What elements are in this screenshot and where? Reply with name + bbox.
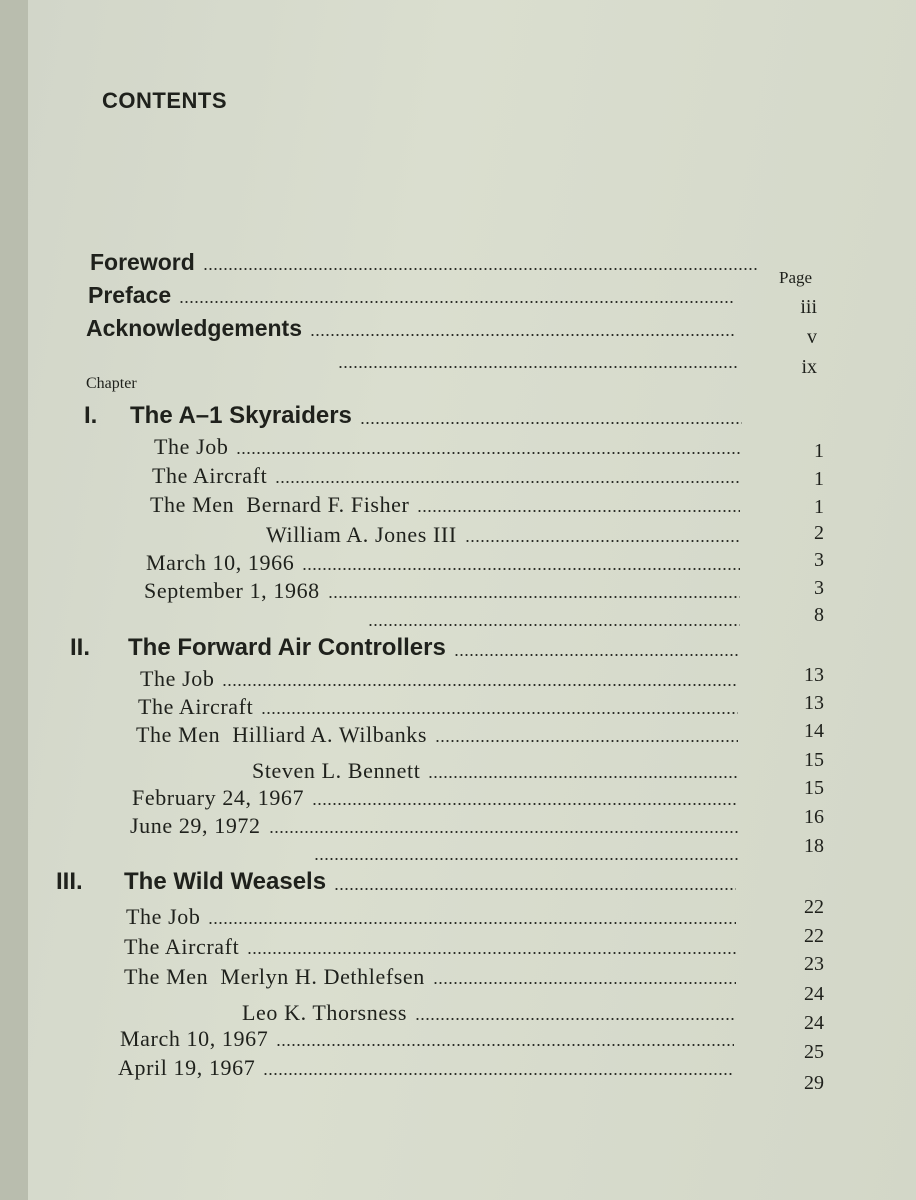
toc-subentry[interactable]: The Men Bernard F. Fisher [150, 490, 740, 518]
toc-entry-title: Foreword [90, 249, 195, 275]
dot-leader-line [360, 604, 740, 632]
page-number: 8 [814, 604, 824, 626]
page-number: 13 [804, 692, 824, 714]
chapter-title: The Forward Air Controllers [128, 634, 446, 661]
chapter-heading-1[interactable] [84, 402, 742, 430]
dot-leader [310, 332, 736, 338]
chapter-numeral: III. [56, 868, 83, 895]
page-number: 23 [804, 953, 824, 975]
toc-subentry[interactable]: September 1, 1968 [144, 576, 740, 604]
dot-leader-line [330, 346, 738, 374]
toc-subentry[interactable]: June 29, 1972 [130, 811, 738, 839]
page-number: 14 [804, 720, 824, 742]
toc-entry-preface[interactable] [88, 281, 734, 309]
page-title: CONTENTS [102, 88, 227, 113]
page-number: 24 [804, 983, 824, 1005]
dot-leader [454, 652, 738, 658]
toc-entry-title: Preface [88, 282, 172, 308]
toc-subentry[interactable]: The Men Hilliard A. Wilbanks [136, 720, 738, 748]
dot-leader [179, 299, 734, 305]
chapter-numeral: II. [70, 634, 91, 661]
page-number: v [807, 326, 817, 348]
page-number: 1 [814, 440, 824, 462]
chapter-numeral: I. [84, 402, 98, 429]
toc-subentry[interactable]: The Men Merlyn H. Dethlefsen [124, 962, 736, 990]
toc-subentry[interactable]: The Aircraft [138, 692, 738, 720]
toc-subentry[interactable]: Steven L. Bennett [252, 756, 738, 784]
toc-subentry[interactable]: William A. Jones III [266, 520, 740, 548]
dot-leader [360, 420, 742, 426]
page-number: ix [801, 356, 817, 378]
chapter-title: The Wild Weasels [124, 868, 327, 895]
page-number: 2 [814, 522, 824, 544]
toc-subentry[interactable]: The Job [140, 664, 738, 692]
bleed-through-text [520, 160, 525, 181]
page-column-label: Page [779, 268, 813, 287]
page-number: 18 [804, 835, 824, 857]
page-number: 22 [804, 925, 824, 947]
page-number: 16 [804, 806, 824, 828]
dot-leader [334, 886, 736, 892]
chapter-heading-2[interactable] [70, 634, 738, 662]
chapter-title: The A–1 Skyraiders [130, 402, 352, 429]
toc-entry-foreword[interactable] [90, 248, 758, 276]
page-number: 22 [804, 896, 824, 918]
toc-entry-title: Acknowledgements [86, 315, 302, 341]
page-number: 1 [814, 496, 824, 518]
page-number: 25 [804, 1041, 824, 1063]
dot-leader-line [306, 838, 738, 866]
toc-subentry[interactable]: The Aircraft [124, 932, 736, 960]
toc-subentry[interactable]: Leo K. Thorsness [242, 998, 736, 1026]
page-number: 1 [814, 468, 824, 490]
toc-subentry[interactable]: The Job [154, 432, 740, 460]
chapter-heading-3[interactable] [56, 868, 736, 896]
toc-subentry[interactable]: February 24, 1967 [132, 783, 738, 811]
page-number: 29 [804, 1072, 824, 1094]
toc-subentry[interactable]: March 10, 1966 [146, 548, 740, 576]
toc-subentry[interactable]: The Job [126, 902, 736, 930]
toc-entry-acknowledgements[interactable] [86, 314, 736, 342]
toc-subentry[interactable]: The Aircraft [152, 461, 740, 489]
page-number: iii [800, 296, 817, 318]
page-number: 24 [804, 1012, 824, 1034]
page-number: 15 [804, 749, 824, 771]
toc-subentry[interactable]: April 19, 1967 [118, 1053, 734, 1081]
dot-leader [203, 266, 758, 272]
page-number: 15 [804, 777, 824, 799]
toc-subentry[interactable]: March 10, 1967 [120, 1024, 734, 1052]
page-number: 13 [804, 664, 824, 686]
page-number: 3 [814, 577, 824, 599]
chapter-column-label: Chapter [86, 375, 137, 392]
page-number: 3 [814, 549, 824, 571]
